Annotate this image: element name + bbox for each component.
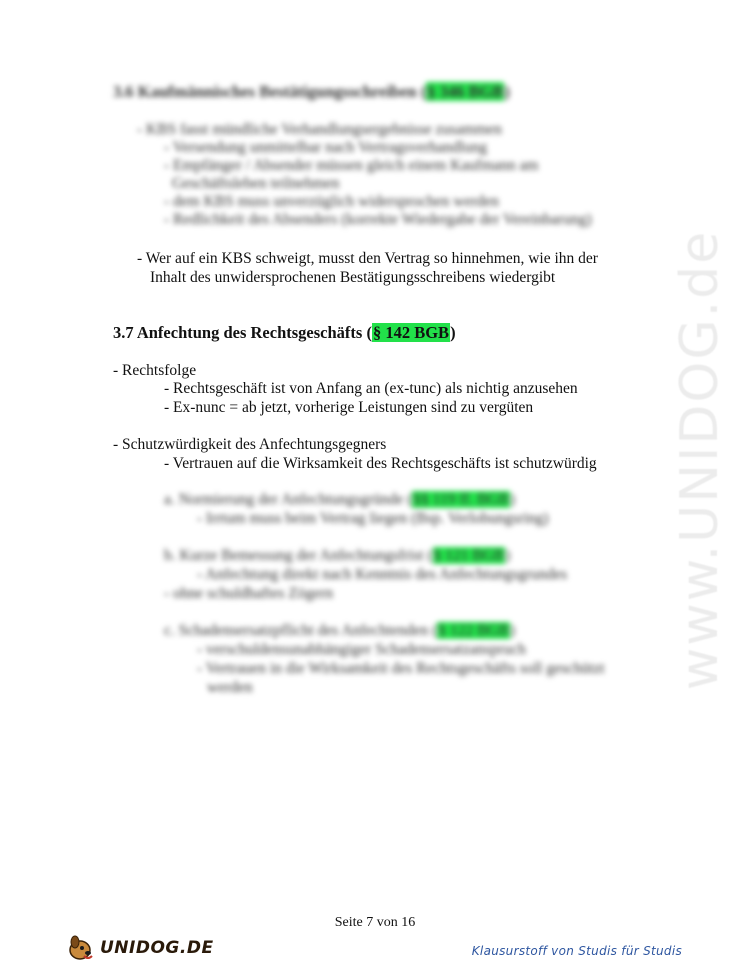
kbs-item-2: - Versendung unmittelbar nach Vertragsverhandlung <box>164 139 488 156</box>
rechtsfolge-label: - Rechtsfolge <box>113 362 197 379</box>
block-b-item-2: - ohne schuldhaftes Zögern <box>164 585 334 602</box>
page-number: Seite 7 von 16 <box>334 915 416 930</box>
block-c-item-1: - verschuldensunabhängiger Schadensersatzanspruch <box>197 641 526 658</box>
schutz-label: - Schutzwürdigkeit des Anfechtungsgegners <box>113 436 387 453</box>
block-c-title-text: c. Schadensersatzpflicht des Anfechtenden <box>164 622 429 639</box>
block-a-title: a. Normierung der Anfechtungsgründe (§§ 119 ff. BGB) <box>164 491 516 508</box>
watermark-text: www.UNIDOG.de <box>670 229 730 691</box>
section-36-title: 3.6 Kaufmännisches Bestätigungsschreiben <box>113 82 417 101</box>
kbs-note-line-2: Inhalt des unwidersprochenen Bestätigungsschreibens wiedergibt <box>150 269 556 286</box>
block-a-ref: §§ 119 ff. BGB <box>413 491 509 508</box>
section-37-heading: 3.7 Anfechtung des Rechtsgeschäfts (§ 142 BGB) <box>113 323 456 342</box>
block-b-title-text: b. Kurze Bemessung der Anfechtungsfrist <box>164 547 424 564</box>
block-a-item: - Irrtum muss beim Vertrag liegen (Bsp. Verlobungsring) <box>197 510 549 527</box>
unidog-logo <box>66 930 214 962</box>
schutz-item: - Vertrauen auf die Wirksamkeit des Rechtsgeschäfts ist schutzwürdig <box>164 455 597 472</box>
block-b-item: - Anfechtung direkt nach Kenntnis des Anfechtungsgrundes <box>197 566 568 583</box>
section-37-ref: § 142 BGB <box>372 323 450 342</box>
logo-text: UNIDOG.DE <box>100 938 214 958</box>
section-36-heading: 3.6 Kaufmännisches Bestätigungsschreiben (§ 346 BGB) <box>113 82 510 101</box>
footer-slogan: Klausurstoff von Studis für Studis <box>471 944 682 958</box>
kbs-item-4: - dem KBS muss unverzüglich widersprochen werden <box>164 193 499 210</box>
block-a-title-text: a. Normierung der Anfechtungsgründe <box>164 491 404 508</box>
section-36-ref: § 346 BGB <box>427 82 504 101</box>
block-c-item-3: werden <box>207 679 253 696</box>
block-c-item-2: - Vertrauen in die Wirksamkeit des Rechtsgeschäfts soll geschützt <box>197 660 605 677</box>
kbs-item-1: - KBS fasst mündliche Verhandlungsergebnisse zusammen <box>137 121 502 138</box>
kbs-item-3: - Empfänger / Absender müssen gleich einem Kaufmann am <box>164 157 539 174</box>
block-b-title: b. Kurze Bemessung der Anfechtungsfrist (§ 121 BGB) <box>164 547 511 564</box>
rechtsfolge-item-2: - Ex-nunc = ab jetzt, vorherige Leistungen sind zu vergüten <box>164 399 534 416</box>
kbs-item-3b: Geschäftsleben teilnehmen <box>172 175 340 192</box>
rechtsfolge-item-1: - Rechtsgeschäft ist von Anfang an (ex-tunc) als nichtig anzusehen <box>164 380 578 397</box>
block-b-ref: § 121 BGB <box>433 547 505 564</box>
block-c-title: c. Schadensersatzpflicht des Anfechtenden (§ 122 BGB) <box>164 622 516 639</box>
kbs-note-line-1: - Wer auf ein KBS schweigt, musst den Vertrag so hinnehmen, wie ihn der <box>137 250 598 267</box>
dog-icon <box>66 930 100 964</box>
kbs-item-5: - Redlichkeit des Absenders (korrekte Wiedergabe der Vereinbarung) <box>164 211 592 228</box>
block-c-ref: § 122 BGB <box>438 622 509 639</box>
section-37-title: 3.7 Anfechtung des Rechtsgeschäfts <box>113 323 363 342</box>
